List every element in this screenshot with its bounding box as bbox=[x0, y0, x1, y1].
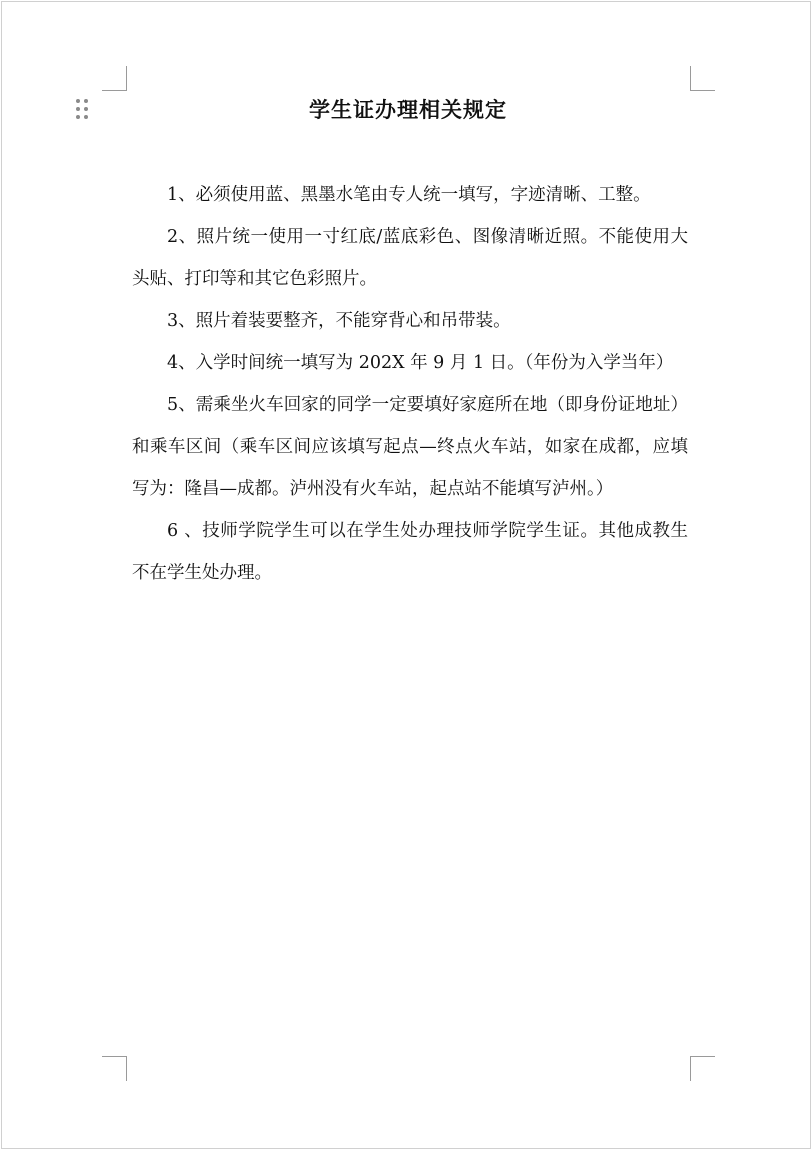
paragraph-4: 4、入学时间统一填写为 202X 年 9 月 1 日。（年份为入学当年） bbox=[167, 353, 674, 373]
document-page bbox=[1, 1, 811, 1149]
paragraph-1: 1、必须使用蓝、黑墨水笔由专人统一填写，字迹清晰、工整。 bbox=[167, 185, 651, 205]
drag-handle-icon[interactable] bbox=[75, 99, 91, 121]
margin-corner-bottom-right bbox=[690, 1056, 715, 1081]
paragraph-3: 3、照片着装要整齐，不能穿背心和吊带装。 bbox=[167, 311, 511, 331]
margin-corner-top-left bbox=[102, 66, 127, 91]
document-title: 学生证办理相关规定 bbox=[309, 97, 507, 122]
paragraph-6: 6 、技师学院学生可以在学生处办理技师学院学生证。其他成教生不在学生处办理。 bbox=[132, 521, 688, 583]
margin-corner-bottom-left bbox=[102, 1056, 127, 1081]
document-body bbox=[132, 174, 688, 594]
paragraph-5: 5、需乘坐火车回家的同学一定要填好家庭所在地（即身份证地址）和乘车区间（乘车区间应该填写起点—终点火车站，如家在成都，应填写为：隆昌—成都。泸州没有火车站，起点站不能填写泸州。） bbox=[132, 395, 688, 499]
paragraph-2: 2、照片统一使用一寸红底/蓝底彩色、图像清晰近照。不能使用大头贴、打印等和其它色彩照片。 bbox=[132, 227, 688, 289]
margin-corner-top-right bbox=[690, 66, 715, 91]
